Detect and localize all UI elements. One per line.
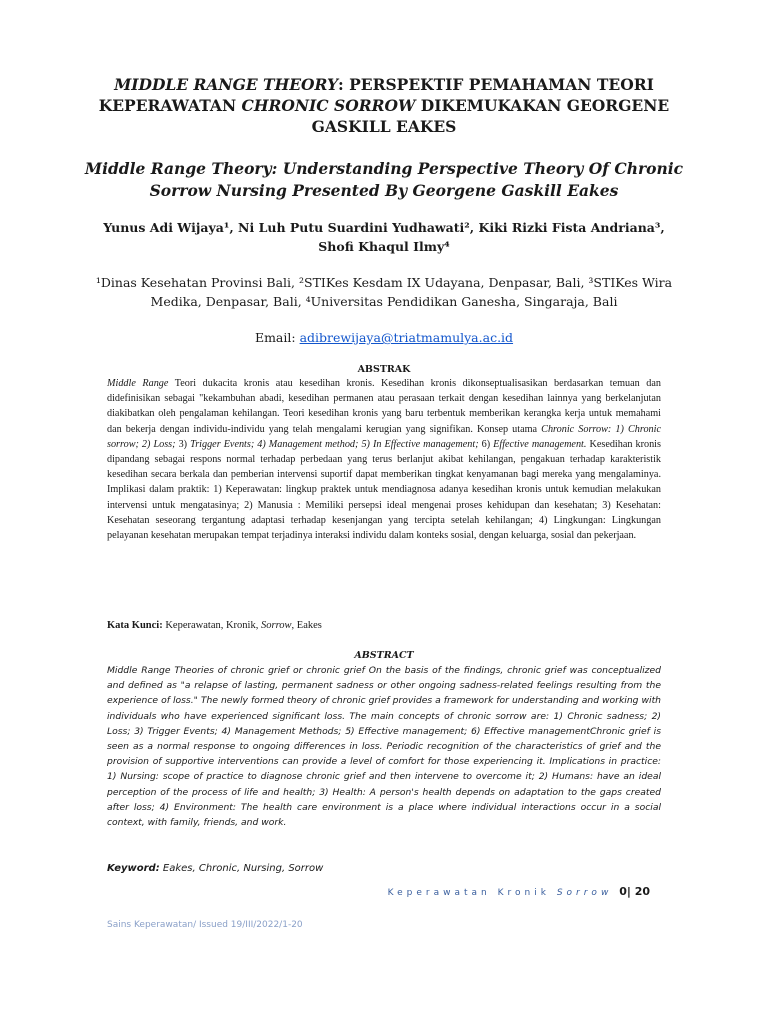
title-italic-3: CHRONIC SORROW xyxy=(241,96,416,115)
contact-email xyxy=(90,330,678,345)
abstrak-text-3: 6) xyxy=(478,438,494,450)
title-italic-1: MIDDLE RANGE THEORY xyxy=(114,75,339,94)
title-text-4: DIKEMUKAKAN GEORGENE GASKILL EAKES xyxy=(311,96,670,136)
running-head-text: Keperawatan Kronik xyxy=(387,888,557,898)
email-link[interactable]: adibrewijaya@triatmamulya.ac.id xyxy=(299,330,514,345)
abstrak-lead: Middle Range xyxy=(107,378,169,389)
kata-kunci-text-1: Keperawatan, Kronik, xyxy=(162,620,261,631)
kata-kunci-label: Kata Kunci: xyxy=(107,620,163,631)
abstract-paragraph: Middle Range Theories of chronic grief or chronic grief On the basis of the findings, chronic grief was conceptualized and defined as "a relapse of lasting, permanent sadness or other ongoing sadness-related feelings resulting from the experience of loss." The newly formed theory of chronic grief provides a framework for understanding and working with individuals who have experienced significant loss. The main concepts of chronic sorrow are: 1) Chronic sadness; 2) Loss; 3) Trigger Events; 4) Management Methods; 5) Effective management; 6) Effective managementChronic grief is seen as a normal response to ongoing differences in loss. Periodic recognition of the characteristics of grief and the provision of supportive interventions can provide a level of comfort for those experiencing it. Implications in practice: 1) Nursing: scope of practice to diagnose chronic grief and then intervene to overcome it; 2) Humans: have an ideal perception of the process of life and health; 3) Health: A person's health depends on adaptation to the gaps created after loss; 4) Environment: The health care environment is a place where individual interactions occur in a social context, with family, friends, and work. xyxy=(107,665,661,829)
title-text-2: : PERSPEKTIF PEMAHAMAN TEORI KEPERAWATAN xyxy=(98,75,654,115)
affiliations: ¹Dinas Kesehatan Provinsi Bali, ²STIKes Kesdam IX Udayana, Denpasar, Bali, ³STIKes Wira Medika, Denpasar, Bali, ⁴Universitas Pendidikan Ganesha, Singaraja, Bali xyxy=(95,275,673,309)
journal-footer: Sains Keperawatan/ Issued 19/III/2022/1-20 xyxy=(107,920,303,930)
abstrak-italic-3: Trigger Events; 4) Management method; 5) In Effective management; xyxy=(190,438,479,450)
keyword-text: Eakes, Chronic, Nursing, Sorrow xyxy=(159,863,324,874)
abstrak-italic-2: Chronic Sorrow: 1) Chronic sorrow; 2) Loss; xyxy=(107,423,661,450)
keywords xyxy=(107,863,323,874)
page-number: 0| 20 xyxy=(619,885,650,898)
kata-kunci-text-2: , Eakes xyxy=(291,620,322,631)
kata-kunci xyxy=(107,620,322,631)
kata-kunci-italic: Sorrow xyxy=(260,620,292,631)
paper-title xyxy=(60,74,708,137)
abstrak-text-4: Kesedihan kronis dipandang sebagai respons normal terhadap perbedaan yang terus berlanjut akibat kehilangan, pengakuan terhadap karakteristik kesedihan secara berkala dan pemberian intervensi suportif dapat memberikan tingkat kenyamanan bagi mereka yang mengalaminya. Implikasi dalam praktik: 1) Keperawatan: lingkup praktek untuk mendiagnosa adanya kesedihan kronis untuk kemudian melakukan intervensi untuk mengatasinya; 2) Manusia : Memiliki persepsi ideal mengenai proses kehidupan dan kesehatan; 3) Kesehatan: Kesehatan seseorang tergantung adaptasi terhadap kesenjangan yang tercipta setelah kehilangan; 4) Lingkungan: Lingkungan pelayanan kesehatan merupakan tempat terjadinya interaksi individu dalam konteks sosial, dengan keluarga, sosial dan pekerjaan. xyxy=(107,438,661,542)
running-head xyxy=(388,885,650,898)
abstrak-text-1: Teori dukacita kronis atau kesedihan kronis. Kesedihan kronis dikonseptualisasikan berdasarkan temuan dan didefinisikan sebagai "kekambuhan abadi, kesedihan permanen atau perasaan terkait dengan kesedihan lainnya yang berkelanjutan diakibatkan oleh pengalaman kehilangan. Teori kesedihan kronis yang baru terbentuk memberikan kerangka kerja untuk memahami dan bekerja dengan individu-individu yang telah mengalami kerugian yang signifikan. Konsep utama xyxy=(107,378,661,435)
author-list: Yunus Adi Wijaya¹, Ni Luh Putu Suardini Yudhawati², Kiki Rizki Fista Andriana³, Shofi Khaqul Ilmy⁴ xyxy=(103,220,665,254)
paper-subtitle: Middle Range Theory: Understanding Perspective Theory Of Chronic Sorrow Nursing Presented By Georgene Gaskill Eakes xyxy=(84,159,684,200)
keyword-label: Keyword: xyxy=(107,863,160,874)
abstrak-text-2: 3) xyxy=(175,438,191,450)
running-head-italic: Sorrow xyxy=(556,888,613,898)
abstrak-heading: ABSTRAK xyxy=(357,364,411,375)
abstrak-paragraph xyxy=(107,376,661,543)
abstract-heading: ABSTRACT xyxy=(354,650,414,661)
abstrak-italic-4: Effective management. xyxy=(493,438,587,450)
email-label: Email: xyxy=(254,330,300,345)
